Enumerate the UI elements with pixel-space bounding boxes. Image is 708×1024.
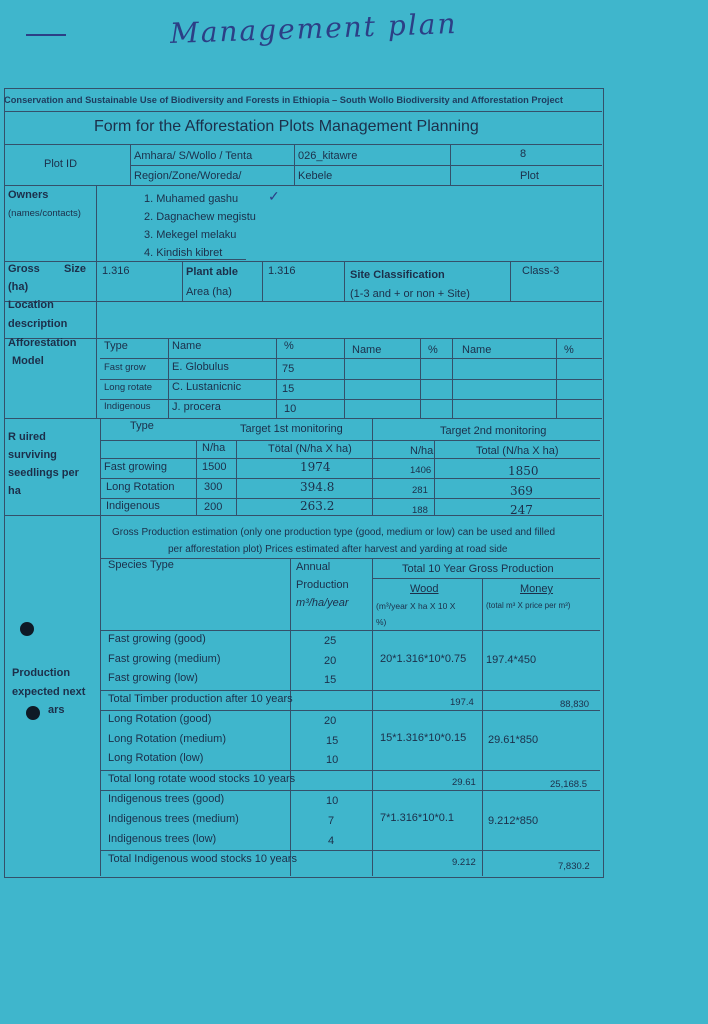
owner-item: 2. Dagnachew megistu — [144, 211, 256, 223]
production-total-money: 7,830.2 — [558, 861, 590, 872]
wood-header: Wood — [410, 583, 439, 595]
annual-header: Production — [296, 579, 349, 591]
annual-unit: m³/ha/year — [296, 597, 349, 609]
seedlings-nha1: 1500 — [202, 461, 227, 473]
seedlings-col-type: Type — [130, 420, 154, 432]
model-label: Model — [12, 355, 44, 367]
plot-value: 8 — [520, 148, 527, 160]
location-label: description — [8, 318, 68, 330]
model-row-pct: 10 — [284, 403, 297, 415]
species-type-header: Species Type — [108, 559, 174, 571]
production-label: expected next — [12, 686, 86, 698]
seedlings-total2: 247 — [510, 503, 533, 517]
production-row-species: Long Rotation (medium) — [108, 733, 227, 745]
seedlings-row-type: Indigenous — [106, 500, 160, 512]
region-label: Region/Zone/Woreda/ — [134, 170, 242, 182]
plantable-sub: Area (ha) — [186, 286, 232, 298]
money-header: Money — [520, 583, 554, 595]
seedlings-total2: 1850 — [508, 464, 539, 478]
production-row-species: Indigenous trees (medium) — [108, 813, 239, 825]
seedlings-row-type: Fast growing — [104, 461, 167, 473]
owners-sublabel: (names/contacts) — [8, 208, 81, 219]
nha-header: N/ha — [410, 445, 434, 457]
total-header: Tötal (N/ha X ha) — [268, 443, 352, 455]
production-row-annual: 25 — [324, 635, 337, 647]
total-header: Total (N/ha X ha) — [476, 445, 559, 457]
annual-header: Annual — [296, 561, 331, 573]
wood-sub: (m³/year X ha X 10 X — [376, 601, 456, 611]
plantable-value: 1.316 — [268, 265, 296, 277]
production-total-wood: 29.61 — [452, 777, 476, 788]
seedlings-label: seedlings per — [8, 467, 79, 479]
site-value: Class-3 — [522, 265, 560, 277]
seedlings-total2: 369 — [510, 484, 533, 498]
model-col-pct: % — [428, 344, 438, 356]
production-row-annual: 10 — [326, 795, 339, 807]
production-row-annual: 20 — [324, 655, 337, 667]
model-row-name: J. procera — [172, 401, 221, 413]
production-row-annual: 20 — [324, 715, 337, 727]
owners-label: Owners — [8, 189, 49, 201]
production-row-species: Fast growing (good) — [108, 633, 206, 645]
production-note: Gross Production estimation (only one production type (good, medium or low) can be used and filled — [112, 527, 556, 538]
production-row-money: 9.212*850 — [488, 815, 539, 827]
production-row-species: Fast growing (low) — [108, 672, 198, 684]
production-row-wood: 7*1.316*10*0.1 — [380, 812, 455, 824]
size-label: Size — [64, 263, 87, 275]
model-col-type: Type — [104, 340, 128, 352]
target-1-label: Target 1st monitoring — [240, 423, 343, 435]
production-row-annual: 7 — [328, 815, 335, 827]
production-total-row: Total Timber production after 10 years — [108, 693, 293, 705]
owner-item: 1. Muhamed gashu — [144, 193, 239, 205]
seedlings-total1: 394.8 — [300, 480, 335, 494]
model-col-pct: % — [284, 340, 294, 352]
production-row-annual: 15 — [324, 674, 337, 686]
seedlings-label: surviving — [8, 449, 57, 461]
seedlings-label: ha — [8, 485, 21, 497]
site-sub: (1-3 and + or non + Site) — [350, 288, 470, 300]
seedlings-nha1: 200 — [204, 501, 223, 513]
plantable-label: Plant able — [186, 266, 238, 278]
form-header: Conservation and Sustainable Use of Biodiversity and Forests in Ethiopia – South Wollo Biodiversity and Afforestation Project — [4, 95, 563, 105]
production-row-money: 197.4*450 — [486, 654, 537, 666]
production-label: Production — [12, 667, 71, 679]
pen-scribble — [26, 34, 66, 36]
check-mark-icon: ✓ — [268, 188, 280, 204]
model-col-name: Name — [462, 344, 492, 356]
production-total-wood: 9.212 — [452, 857, 476, 868]
production-row-annual: 4 — [328, 835, 335, 847]
production-total-row: Total long rotate wood stocks 10 years — [108, 773, 296, 785]
kebele-value: 026_kitawre — [298, 150, 358, 162]
kebele-label: Kebele — [298, 170, 333, 182]
model-row-name: C. Lustanicnic — [172, 381, 242, 393]
production-row-species: Long Rotation (good) — [108, 713, 212, 725]
seedlings-nha1: 300 — [204, 481, 223, 493]
form-title: Form for the Afforestation Plots Management Planning — [94, 118, 479, 135]
location-label: Location — [8, 299, 54, 311]
model-col-name: Name — [352, 344, 382, 356]
seedlings-row-type: Long Rotation — [106, 481, 175, 493]
target-2-label: Target 2nd monitoring — [440, 425, 547, 437]
nha-header: N/ha — [202, 442, 226, 454]
production-label: ars — [48, 704, 65, 716]
owner-underline — [168, 259, 246, 260]
production-row-species: Long Rotation (low) — [108, 752, 204, 764]
plot-label: Plot — [520, 170, 539, 182]
gross-value: 1.316 — [102, 265, 130, 277]
money-sub: (total m³ X price per m³) — [486, 601, 571, 610]
production-row-species: Indigenous trees (low) — [108, 833, 217, 845]
seedlings-total1: 1974 — [300, 460, 331, 474]
seedlings-nha2: 188 — [412, 505, 428, 516]
model-row-type: Indigenous — [104, 401, 151, 412]
seedlings-nha2: 1406 — [410, 465, 432, 476]
punch-hole — [26, 706, 40, 720]
model-row-pct: 15 — [282, 383, 295, 395]
production-row-wood: 20*1.316*10*0.75 — [380, 653, 467, 665]
model-col-name: Name — [172, 340, 202, 352]
owner-item: 3. Mekegel melaku — [144, 229, 237, 241]
model-row-type: Long rotate — [104, 382, 153, 393]
total10-header: Total 10 Year Gross Production — [402, 563, 554, 575]
handwritten-title: Management plan — [169, 6, 458, 51]
production-note: per afforestation plot) Prices estimated after harvest and yarding at road side — [168, 544, 508, 555]
production-total-money: 88,830 — [560, 699, 590, 710]
model-label: Afforestation — [8, 337, 77, 349]
production-row-annual: 10 — [326, 754, 339, 766]
seedlings-nha2: 281 — [412, 485, 428, 496]
production-total-wood: 197.4 — [450, 697, 474, 708]
plot-id-label: Plot ID — [44, 158, 78, 170]
production-row-annual: 15 — [326, 735, 339, 747]
ha-label: (ha) — [8, 281, 29, 293]
production-total-row: Total Indigenous wood stocks 10 years — [108, 853, 297, 865]
seedlings-label: R uired — [8, 431, 46, 443]
model-row-type: Fast grow — [104, 362, 146, 373]
site-label: Site Classification — [350, 269, 445, 281]
model-row-pct: 75 — [282, 363, 295, 375]
production-total-money: 25,168.5 — [550, 779, 587, 790]
punch-hole — [20, 622, 34, 636]
gross-label: Gross — [8, 263, 40, 275]
owner-item: 4. Kindish kibret — [144, 247, 223, 259]
seedlings-total1: 263.2 — [300, 499, 335, 513]
production-row-species: Fast growing (medium) — [108, 653, 221, 665]
model-col-pct: % — [564, 344, 574, 356]
production-row-wood: 15*1.316*10*0.15 — [380, 732, 467, 744]
model-row-name: E. Globulus — [172, 361, 229, 373]
wood-sub: %) — [376, 617, 387, 627]
production-row-species: Indigenous trees (good) — [108, 793, 225, 805]
region-value: Amhara/ S/Wollo / Tenta — [134, 150, 253, 162]
production-row-money: 29.61*850 — [488, 734, 539, 746]
